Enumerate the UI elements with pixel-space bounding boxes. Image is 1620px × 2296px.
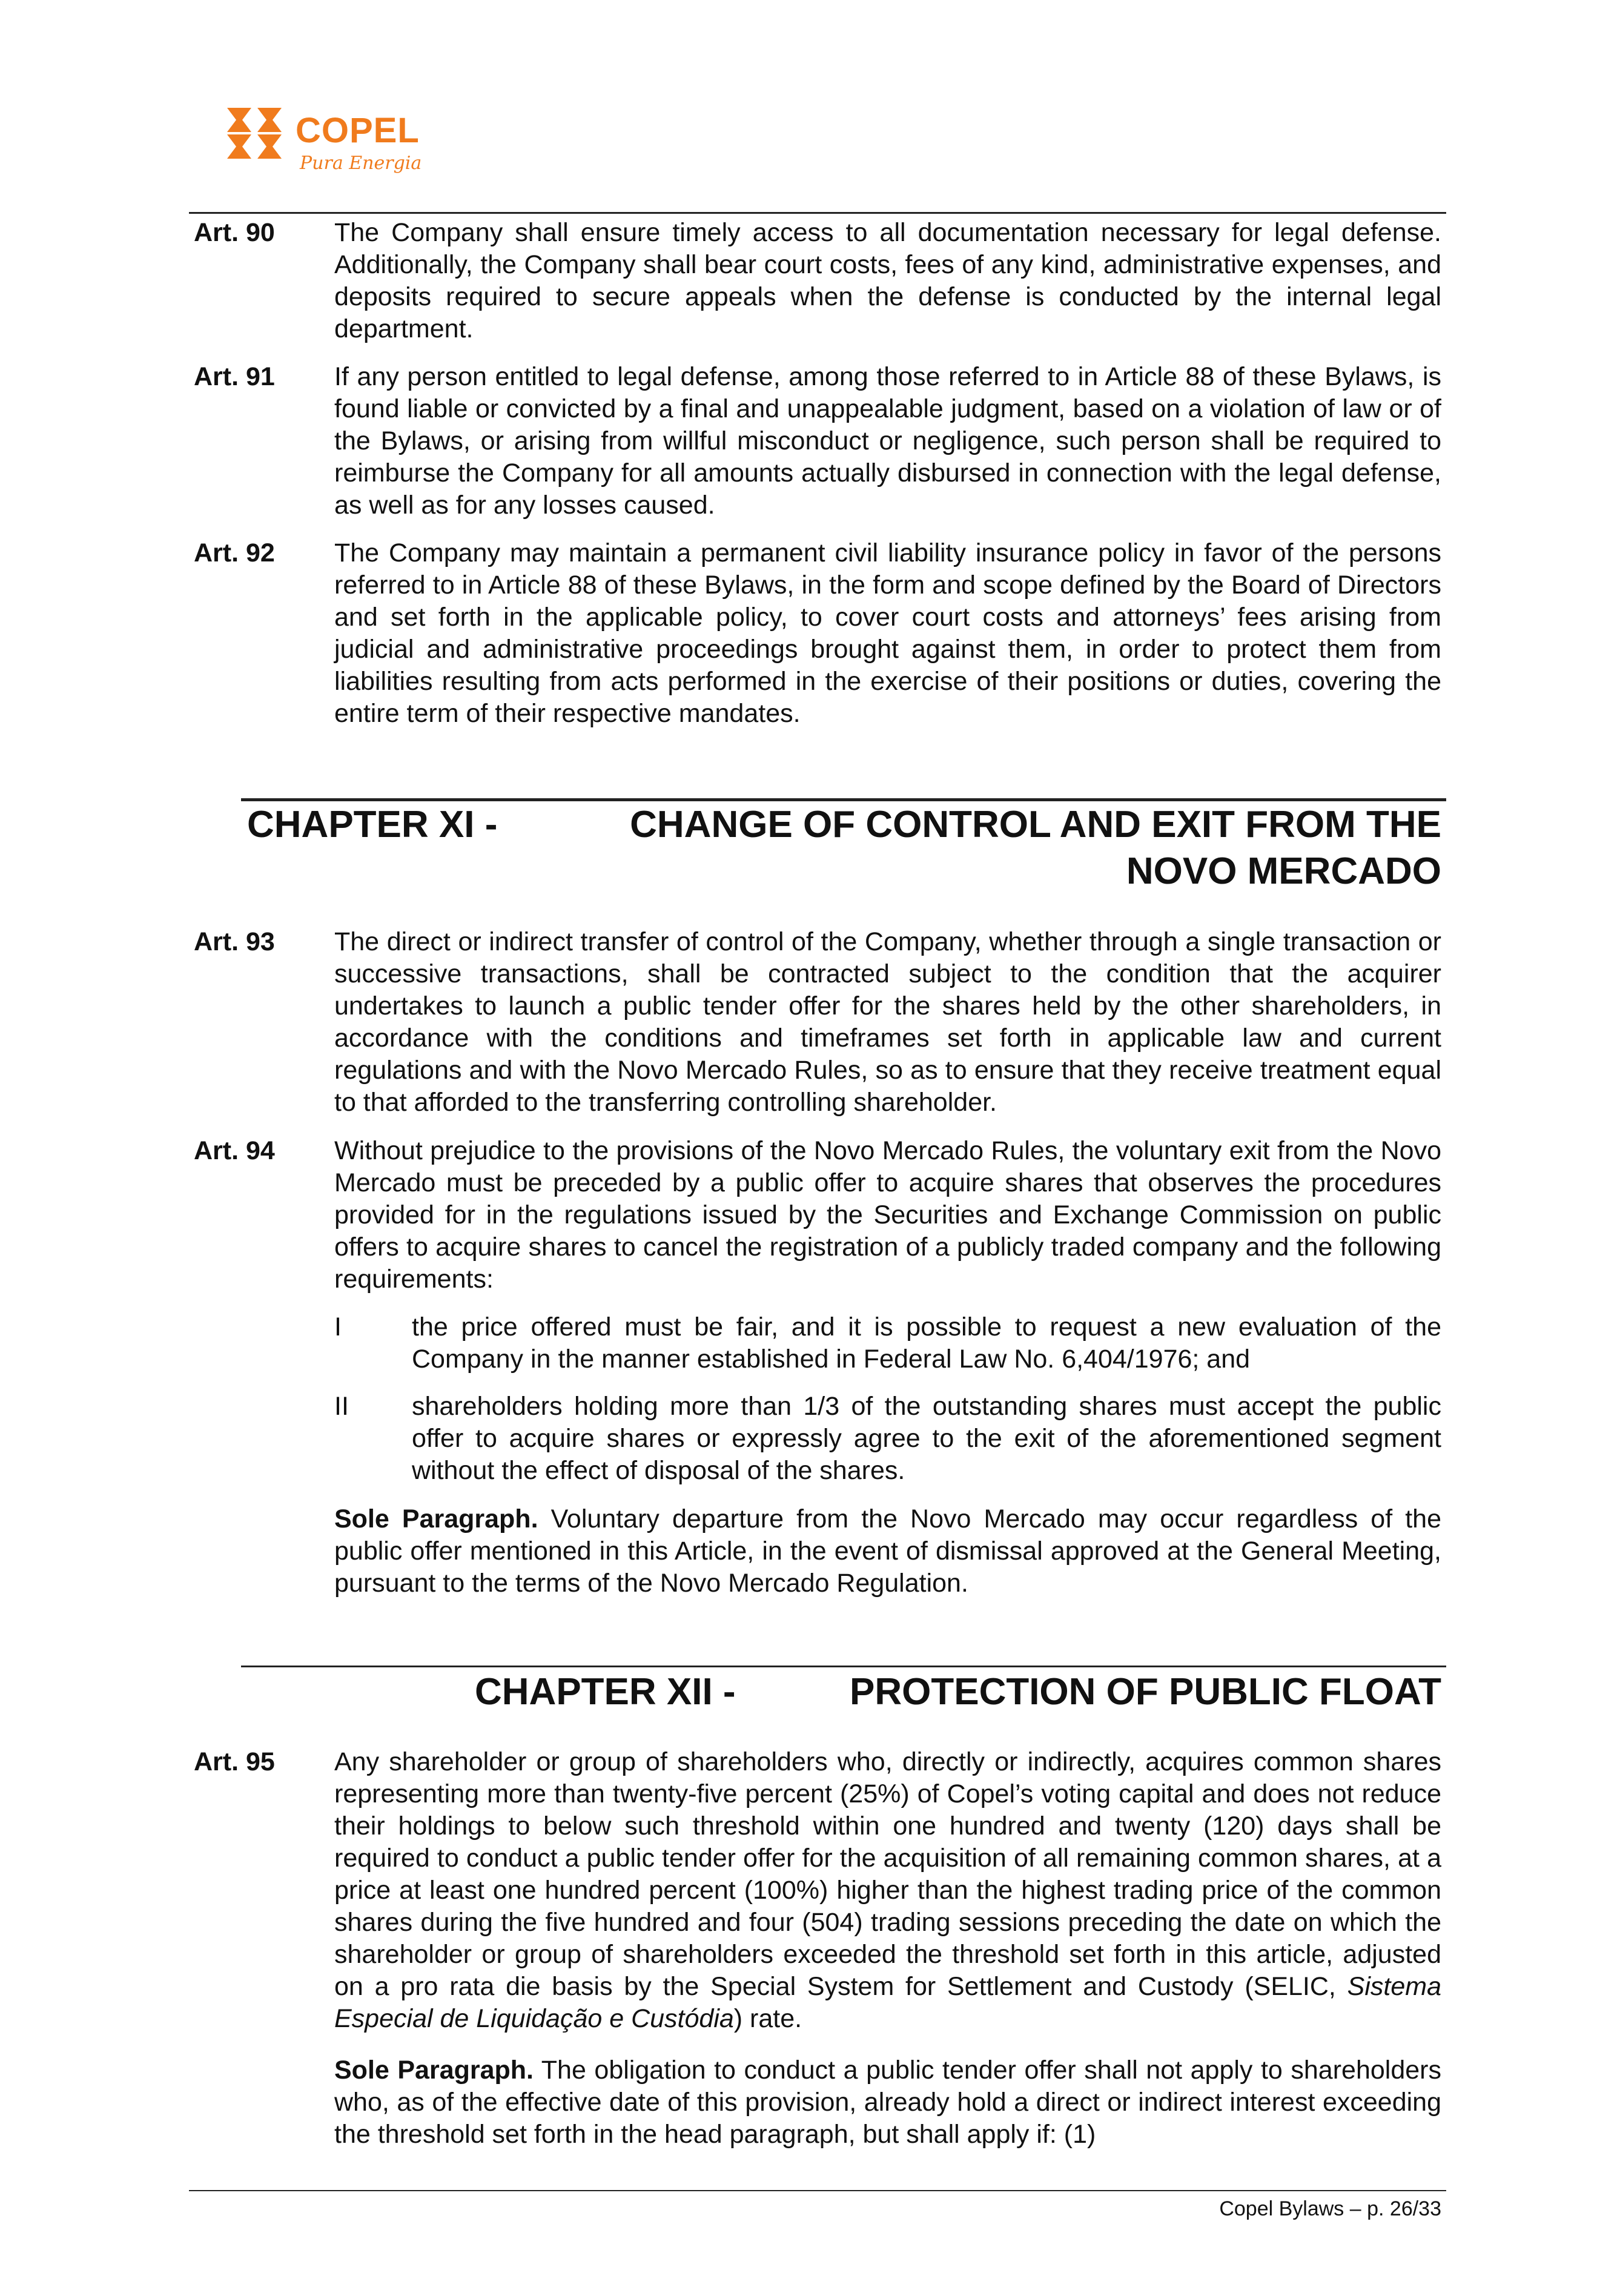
article-label: Art. 93 [194,927,275,956]
list-item-text: the price offered must be fair, and it is possible to request a new evaluation of the Company in the manner established in Federal Law No. 6,404/1976; and [412,1312,1441,1374]
article-label: Art. 92 [194,538,275,567]
article-text-italic: Sistema Especial de Liquidação e Custódia [334,1972,1441,2033]
copel-logo [224,97,430,182]
article-text: The direct or indirect transfer of control of the Company, whether through a single transaction or successive transactions, shall be contracted subject to the condition that the acquirer undertakes to launch a public tender offer for the shares held by the other shareholders, in accordance with the conditions and timeframes set forth in applicable law and current regulations and with the Novo Mercado Rules, so as to ensure that they receive treatment equal to that afforded to the transferring controlling shareholder. [334,927,1441,1117]
chapter-title: PROTECTION OF PUBLIC FLOAT [849,1671,1441,1713]
logo-tagline: Pura Energia [300,153,422,174]
article-text-end: ) rate. [733,2004,802,2033]
chapter-rule [241,1666,1446,1667]
header-rule [189,212,1446,214]
chapter-number: CHAPTER XI - [247,804,498,845]
article-label: Art. 90 [194,218,275,247]
chapter-title-continued: NOVO MERCADO [1126,850,1441,892]
chapter-title: CHANGE OF CONTROL AND EXIT FROM THE [630,804,1441,845]
article-label: Art. 91 [194,362,275,391]
sole-paragraph-text: Voluntary departure from the Novo Mercado may occur regardless of the public offer mentioned in this Article, in the event of dismissal approved at the General Meeting, pursuant to the terms of the Novo Mercado Regulation. [334,1504,1441,1598]
sole-paragraph-label: Sole Paragraph. [334,2056,534,2085]
article-text: Without prejudice to the provisions of the Novo Mercado Rules, the voluntary exit from the Novo Mercado must be preceded by a public offer to acquire shares that observes the procedures provided for in the regulations issued by the Securities and Exchange Commission on public offers to acquire shares to cancel the registration of a publicly traded company and the following requirements: [334,1136,1441,1294]
article-text-main: Any shareholder or group of shareholders who, directly or indirectly, acquires common shares representing more than twenty-five percent (25%) of Copel’s voting capital and does not reduce their holdings to below such threshold within one hundred and twenty (120) days shall be required to conduct a public tender offer for the acquisition of all remaining common shares, at a price at least one hundred percent (100%) higher than the highest trading price of the common shares during the five hundred and four (504) trading sessions preceding the date on which the shareholder or group of shareholders exceeded the threshold set forth in this article, adjusted on a pro rata die basis by the Special System for Settlement and Custody (SELIC, [334,1747,1441,2001]
sole-paragraph [334,2054,1441,2151]
article-text: The Company may maintain a permanent civil liability insurance policy in favor of the persons referred to in Article 88 of these Bylaws, in the form and scope defined by the Board of Directors and set forth in the applicable policy, to cover court costs and attorneys’ fees arising from judicial and administrative proceedings brought against them, in order to protect them from liabilities resulting from acts performed in the exercise of their positions or duties, covering the entire term of their respective mandates. [334,538,1441,728]
footer-rule [189,2190,1446,2191]
sole-paragraph-label: Sole Paragraph. [334,1504,538,1533]
list-item-text: shareholders holding more than 1/3 of the outstanding shares must accept the public offer to acquire shares or expressly agree to the exit of the aforementioned segment without the effect of disposal of the shares. [412,1392,1441,1485]
sole-paragraph [334,1503,1441,1600]
article-label: Art. 94 [194,1136,275,1165]
copel-logo-icon [224,103,285,164]
list-item-number: II [334,1392,349,1421]
page-footer: Copel Bylaws – p. 26/33 [1219,2197,1441,2220]
chapter-number: CHAPTER XII - [475,1671,736,1713]
sole-paragraph-text: The obligation to conduct a public tender offer shall not apply to shareholders who, as of the effective date of this provision, already hold a direct or indirect interest exceeding the threshold set forth in the head paragraph, but shall apply if: (1) [334,2056,1441,2149]
logo-text: COPEL [296,111,420,150]
article-label: Art. 95 [194,1747,275,1776]
article-text: If any person entitled to legal defense, among those referred to in Article 88 of these Bylaws, is found liable or convicted by a final and unappealable judgment, based on a violation of law or of the Bylaws, or arising from willful misconduct or negligence, such person shall be required to reimburse the Company for all amounts actually disbursed in connection with the legal defense, as well as for any losses caused. [334,362,1441,520]
chapter-rule [241,798,1446,801]
article-text: The Company shall ensure timely access to all documentation necessary for legal defense. Additionally, the Company shall bear court costs, fees of any kind, administrative expenses, and deposits required to secure appeals when the defense is conducted by the internal legal department. [334,218,1441,343]
list-item-number: I [334,1312,342,1342]
article-text [334,1746,1441,2035]
